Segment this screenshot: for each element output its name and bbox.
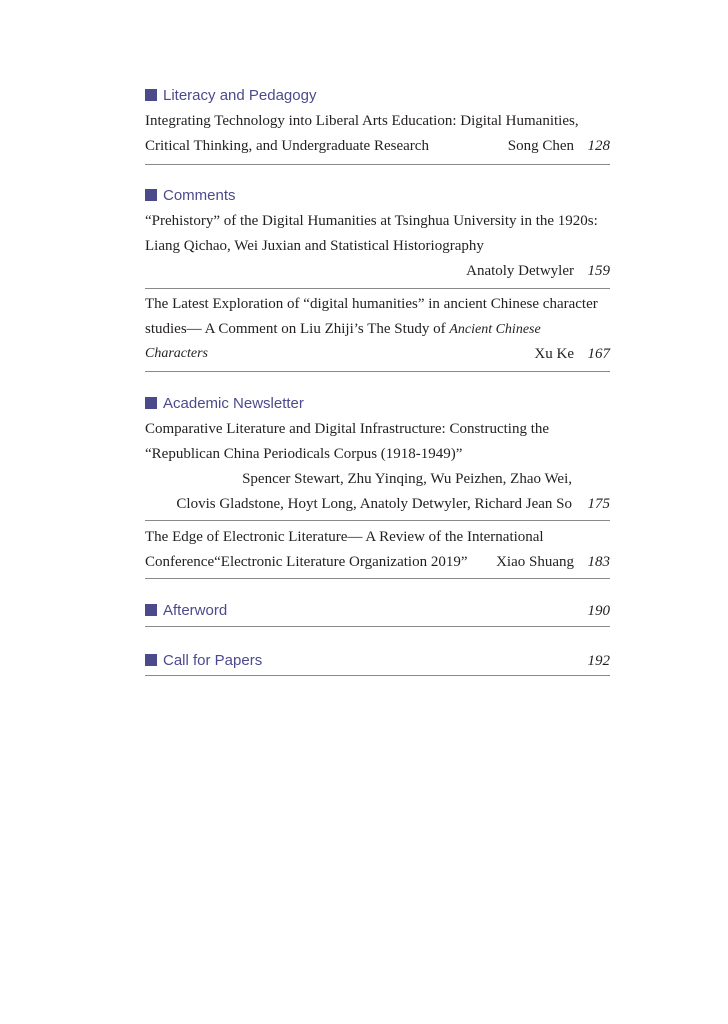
section-page-number: 190 <box>587 603 610 619</box>
entry-author: Xu Ke <box>534 346 574 362</box>
entry-title-line: The Latest Exploration of “digital humanities” in ancient Chinese character <box>145 296 598 312</box>
entry-authors: Spencer Stewart, Zhu Yinqing, Wu Peizhen, Zhao Wei, <box>242 471 572 487</box>
divider <box>145 288 610 289</box>
entry-title-line: Comparative Literature and Digital Infrastructure: Constructing the <box>145 421 550 437</box>
section-heading-literacy: Literacy and Pedagogy <box>145 86 316 106</box>
divider <box>145 371 610 372</box>
section-heading-afterword: Afterword <box>145 601 227 621</box>
entry-title-line: “Republican China Periodicals Corpus (1918-1949)” <box>145 446 463 462</box>
divider <box>145 626 610 627</box>
entry-title-line: Critical Thinking, and Undergraduate Research <box>145 138 429 154</box>
entry-page-number: 128 <box>587 138 610 154</box>
square-bullet-icon <box>145 654 157 666</box>
entry-author: Xiao Shuang <box>496 554 574 570</box>
entry-title-line: Characters <box>145 346 208 361</box>
entry-authors: Clovis Gladstone, Hoyt Long, Anatoly Detwyler, Richard Jean So <box>176 496 572 512</box>
entry-page-number: 175 <box>587 496 610 512</box>
entry-title-line: Integrating Technology into Liberal Arts Education: Digital Humanities, <box>145 113 579 129</box>
section-heading-call-for-papers: Call for Papers <box>145 651 262 671</box>
entry-author: Anatoly Detwyler <box>466 263 574 279</box>
entry-page-number: 183 <box>587 554 610 570</box>
entry-title-line: Conference“Electronic Literature Organization 2019” <box>145 554 468 570</box>
entry-title-line: “Prehistory” of the Digital Humanities at Tsinghua University in the 1920s: <box>145 213 598 229</box>
entry-title-line: The Edge of Electronic Literature— A Review of the International <box>145 529 544 545</box>
section-page-number: 192 <box>587 653 610 669</box>
entry-title-line: Liang Qichao, Wei Juxian and Statistical Historiography <box>145 238 484 254</box>
section-heading-newsletter: Academic Newsletter <box>145 394 304 414</box>
square-bullet-icon <box>145 604 157 616</box>
section-heading-comments: Comments <box>145 186 236 206</box>
entry-title-line: studies— A Comment on Liu Zhiji’s The Study of Ancient Chinese <box>145 321 541 337</box>
entry-author: Song Chen <box>507 138 574 154</box>
divider <box>145 520 610 521</box>
square-bullet-icon <box>145 397 157 409</box>
divider <box>145 675 610 676</box>
entry-page-number: 159 <box>587 263 610 279</box>
divider <box>145 578 610 579</box>
entry-page-number: 167 <box>587 346 610 362</box>
square-bullet-icon <box>145 89 157 101</box>
divider <box>145 164 610 165</box>
square-bullet-icon <box>145 189 157 201</box>
